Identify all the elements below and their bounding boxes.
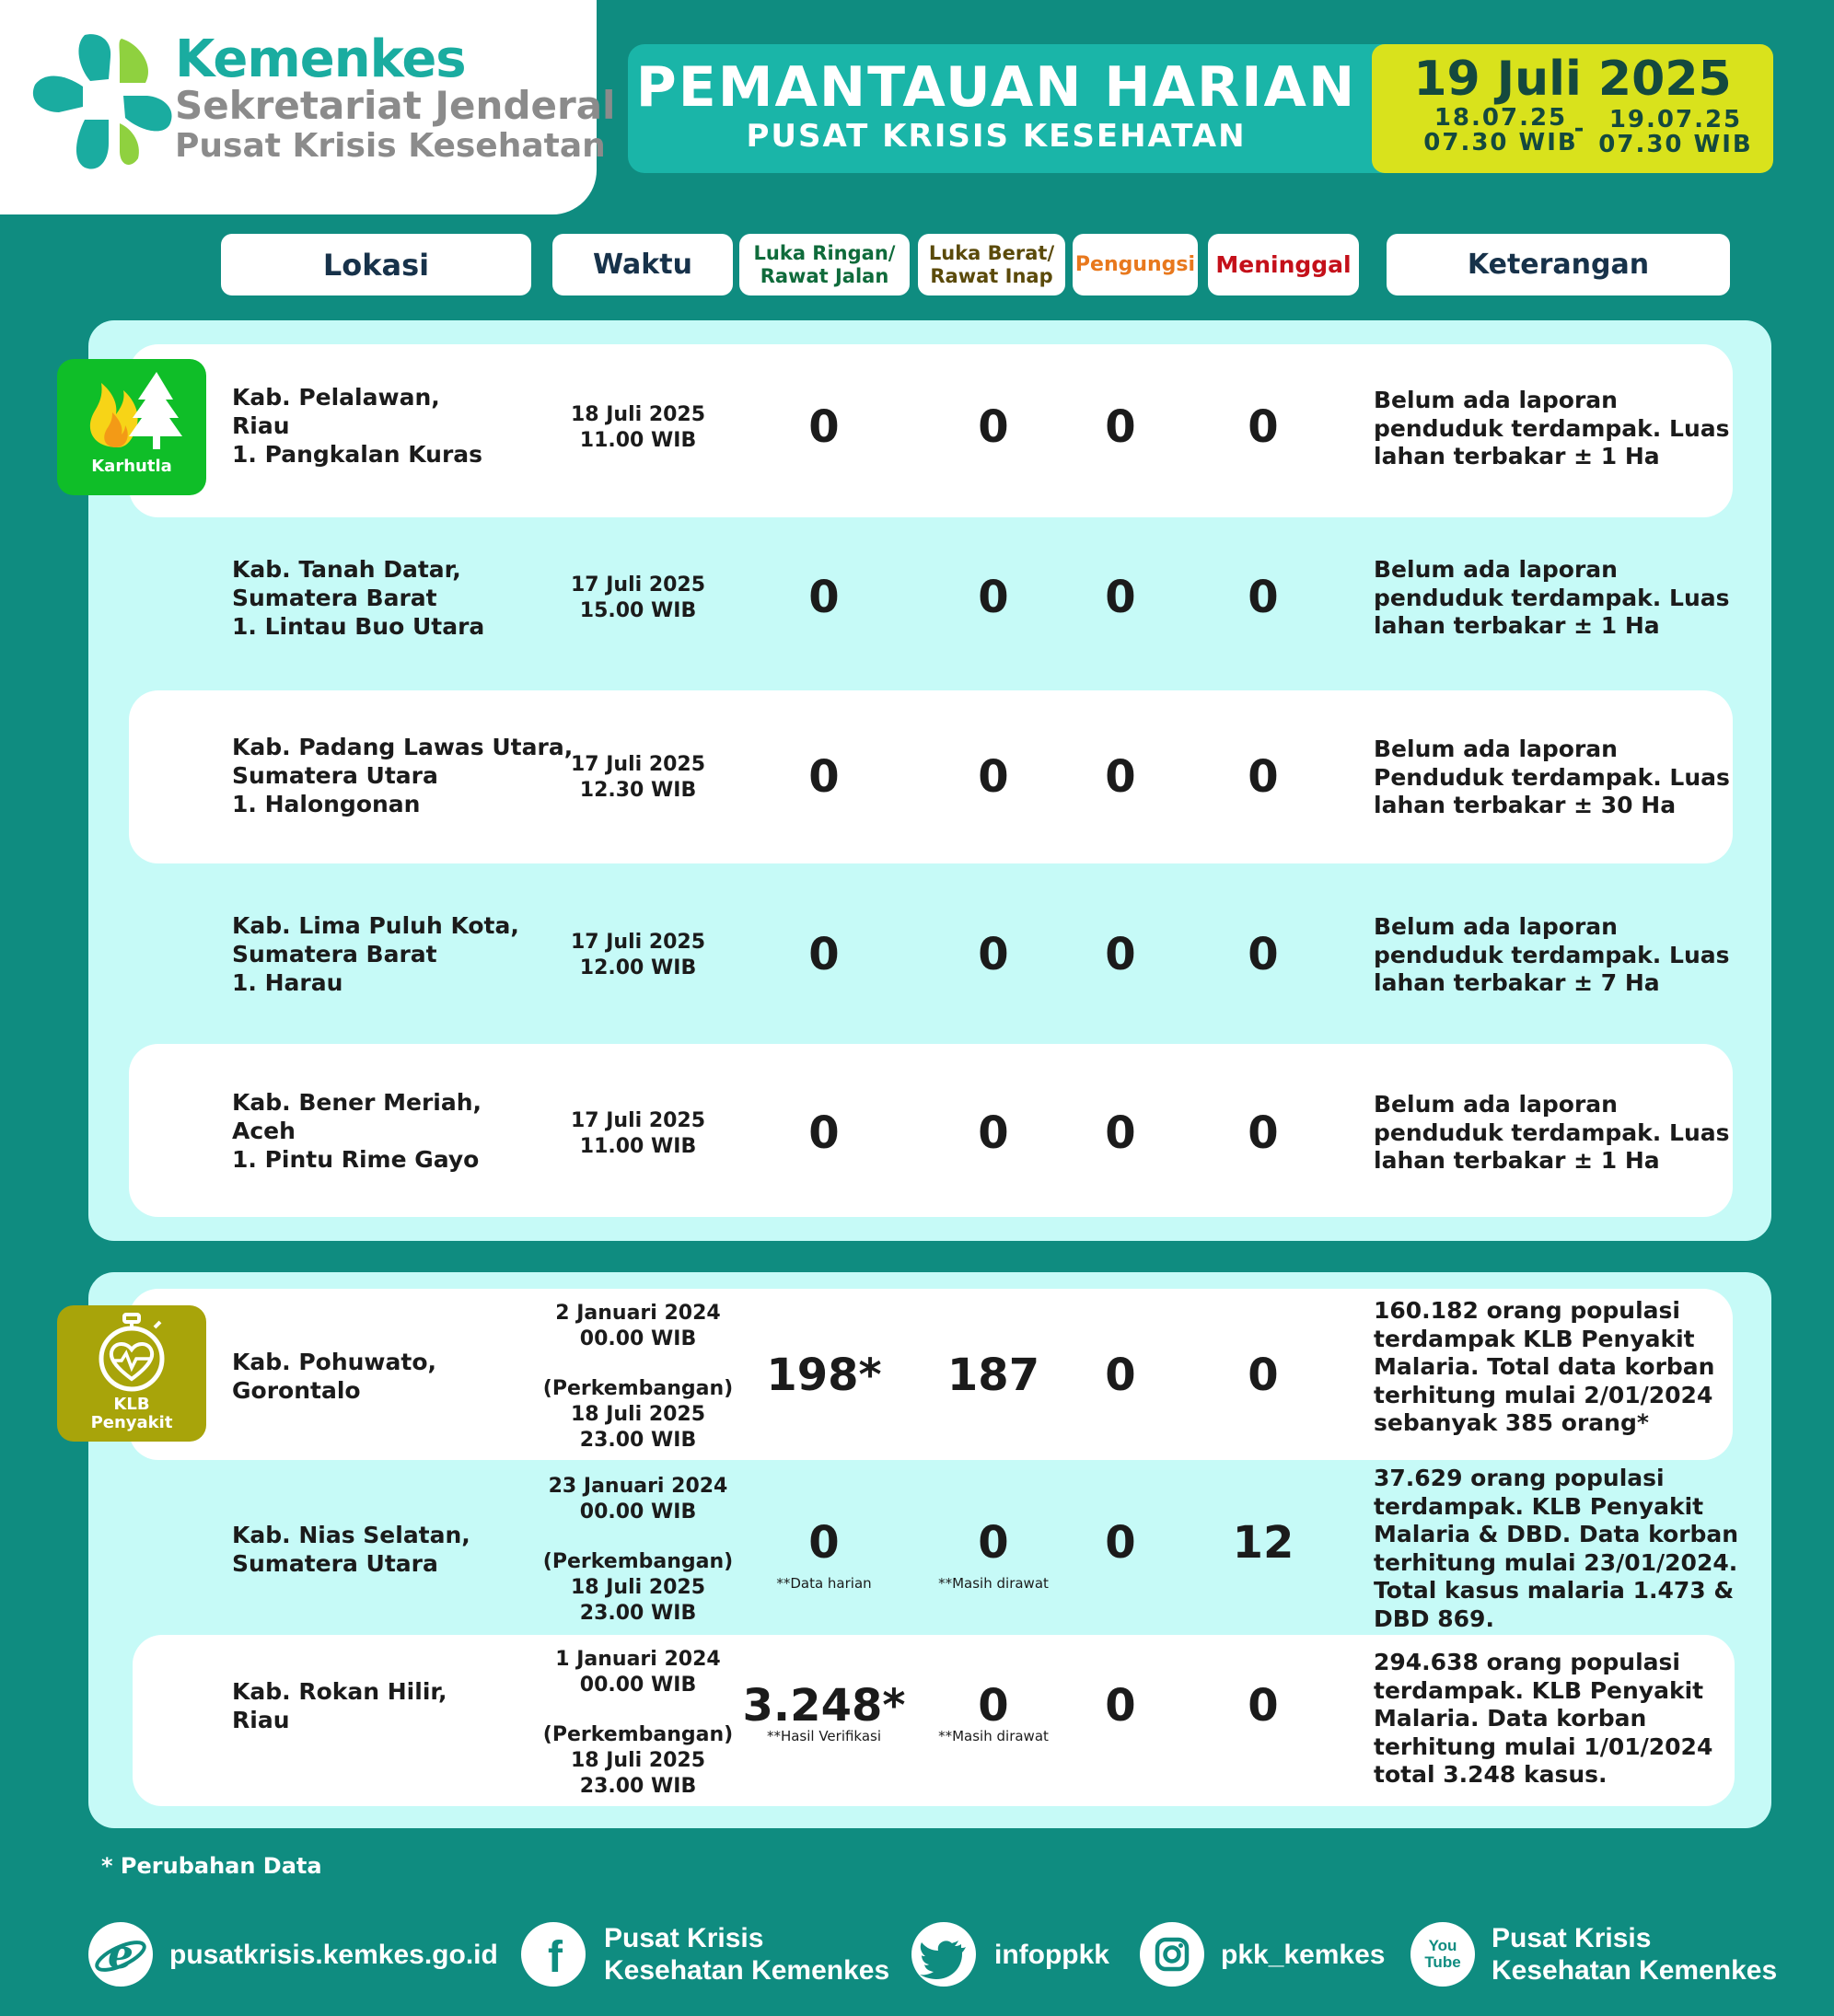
row-7-luka-ringan-note: **Data harian: [776, 1575, 872, 1592]
row-8-luka-ringan-note: **Hasil Verifikasi: [766, 1728, 882, 1744]
waktu-line: 18 Juli 2025: [570, 1576, 706, 1599]
keterangan-line: Penduduk terdampak. Luas: [1374, 763, 1730, 791]
row-3-lokasi: [232, 733, 573, 818]
row-2-lokasi: [232, 555, 484, 641]
row-6-pengungsi: 0: [1105, 1350, 1136, 1401]
forest-fire-icon: [81, 368, 184, 453]
lokasi-line: 1. Pangkalan Kuras: [232, 441, 483, 468]
waktu-line: 00.00 WIB: [579, 1674, 697, 1697]
column-header-luka-berat: [918, 234, 1065, 295]
keterangan-line: Belum ada laporan: [1374, 913, 1618, 940]
lokasi-line: Sumatera Utara: [232, 1550, 438, 1577]
row-1-lokasi: [232, 383, 482, 469]
row-4-lokasi: [232, 911, 519, 997]
keterangan-line: lahan terbakar ± 7 Ha: [1374, 969, 1660, 996]
keterangan-line: 160.182 orang populasi: [1374, 1297, 1680, 1324]
row-5-luka-ringan: 0: [808, 1107, 840, 1159]
instagram-handle[interactable]: pkk_kemkes: [1221, 1940, 1386, 1970]
row-5-luka-berat: 0: [978, 1107, 1009, 1159]
lokasi-line: 1. Pintu Rime Gayo: [232, 1146, 480, 1173]
waktu-line: 12.00 WIB: [579, 956, 697, 979]
camera-icon: [1140, 1922, 1204, 1987]
row-1-luka-ringan: 0: [808, 401, 840, 453]
row-2-luka-ringan: 0: [808, 572, 840, 623]
keterangan-line: penduduk terdampak. Luas: [1374, 1118, 1730, 1146]
row-5-lokasi: [232, 1088, 482, 1174]
column-header-waktu: Waktu: [552, 234, 733, 295]
column-header-pengungsi: Pengungsi: [1073, 234, 1198, 295]
row-8-waktu: [537, 1647, 739, 1800]
page-title: PEMANTAUAN HARIAN: [635, 55, 1357, 120]
lokasi-line: Kab. Pohuwato,: [232, 1349, 437, 1375]
lokasi-line: Kab. Nias Selatan,: [232, 1522, 470, 1548]
row-8-keterangan: [1374, 1649, 1712, 1790]
row-7-meninggal: 12: [1232, 1517, 1294, 1569]
row-8-lokasi: [232, 1677, 447, 1734]
row-4-waktu: [546, 930, 730, 981]
row-8-meninggal: 0: [1248, 1680, 1279, 1732]
row-7-pengungsi: 0: [1105, 1517, 1136, 1569]
keterangan-line: 294.638 orang populasi: [1374, 1649, 1680, 1675]
waktu-line: 17 Juli 2025: [570, 753, 706, 776]
row-2-waktu: [546, 573, 730, 624]
lokasi-line: 1. Halongonan: [232, 791, 421, 817]
row-5-keterangan: [1374, 1091, 1730, 1176]
category-label-line: KLB: [113, 1395, 150, 1414]
row-5-pengungsi: 0: [1105, 1107, 1136, 1159]
row-3-keterangan: [1374, 736, 1730, 820]
keterangan-line: terdampak KLB Penyakit: [1374, 1325, 1695, 1352]
row-2-meninggal: 0: [1248, 572, 1279, 623]
range-end-time: 07.30 WIB: [1598, 131, 1753, 158]
row-7-luka-ringan: 0: [808, 1517, 840, 1569]
waktu-line: 17 Juli 2025: [570, 931, 706, 954]
svg-text:f: f: [548, 1933, 563, 1982]
keterangan-line: lahan terbakar ± 1 Ha: [1374, 1147, 1660, 1174]
row-8-luka-ringan: 3.248*: [742, 1680, 906, 1732]
waktu-line: 15.00 WIB: [579, 599, 697, 622]
waktu-line: 23 Januari 2024: [548, 1475, 728, 1498]
waktu-line: 17 Juli 2025: [570, 1109, 706, 1132]
keterangan-line: terdampak. KLB Penyakit: [1374, 1676, 1704, 1704]
row-4-pengungsi: 0: [1105, 929, 1136, 980]
waktu-line: (Perkembangan): [542, 1723, 734, 1746]
footnote: * Perubahan Data: [101, 1853, 322, 1879]
instagram-icon[interactable]: [1140, 1922, 1204, 1987]
lokasi-line: Kab. Rokan Hilir,: [232, 1678, 447, 1705]
row-1-pengungsi: 0: [1105, 401, 1136, 453]
page-subtitle: PUSAT KRISIS KESEHATAN: [746, 118, 1247, 155]
keterangan-line: penduduk terdampak. Luas: [1374, 941, 1730, 968]
category-badge-karhutla: [57, 359, 206, 495]
waktu-line: 2 Januari 2024: [555, 1302, 721, 1325]
waktu-line: 12.30 WIB: [579, 779, 697, 802]
svg-text:e: e: [108, 1931, 133, 1978]
column-header-luka-ringan-line1: Luka Ringan/: [753, 241, 896, 264]
keterangan-line: Malaria & DBD. Data korban: [1374, 1521, 1739, 1547]
waktu-line: 18 Juli 2025: [570, 1403, 706, 1426]
row-6-waktu: [537, 1301, 739, 1454]
row-4-meninggal: 0: [1248, 929, 1279, 980]
range-start: [1409, 106, 1593, 156]
youtube-logo-line: Tube: [1424, 1953, 1461, 1971]
youtube-line: Kesehatan Kemenkes: [1492, 1955, 1778, 1986]
lokasi-line: Gorontalo: [232, 1377, 361, 1404]
youtube-logo-text: [1410, 1938, 1475, 1971]
waktu-line: (Perkembangan): [542, 1550, 734, 1573]
row-6-luka-ringan: 198*: [766, 1350, 882, 1401]
column-header-luka-berat-line2: Rawat Inap: [930, 264, 1053, 287]
keterangan-line: Belum ada laporan: [1374, 1091, 1618, 1118]
stopwatch-heart-icon: [94, 1313, 169, 1392]
keterangan-line: lahan terbakar ± 1 Ha: [1374, 443, 1660, 469]
waktu-line: 17 Juli 2025: [570, 574, 706, 597]
row-2-luka-berat: 0: [978, 572, 1009, 623]
row-3-luka-ringan: 0: [808, 751, 840, 803]
org-name-line1: Sekretariat Jenderal: [175, 83, 616, 128]
row-4-keterangan: [1374, 913, 1730, 998]
column-header-meninggal: Meninggal: [1208, 234, 1359, 295]
org-name-line2: Pusat Krisis Kesehatan: [175, 127, 606, 165]
row-1-waktu: [546, 402, 730, 454]
row-1-meninggal: 0: [1248, 401, 1279, 453]
facebook-link[interactable]: [604, 1922, 889, 1987]
keterangan-line: Belum ada laporan: [1374, 736, 1618, 762]
keterangan-line: Belum ada laporan: [1374, 556, 1618, 583]
range-start-date: 18.07.25: [1434, 104, 1568, 132]
keterangan-line: sebanyak 385 orang*: [1374, 1409, 1649, 1436]
lokasi-line: 1. Harau: [232, 969, 343, 996]
keterangan-line: Malaria. Total data korban: [1374, 1353, 1715, 1380]
youtube-link[interactable]: [1492, 1922, 1777, 1987]
facebook-line: Pusat Krisis: [604, 1923, 764, 1953]
row-3-meninggal: 0: [1248, 751, 1279, 803]
lokasi-line: Sumatera Barat: [232, 585, 437, 611]
row-3-pengungsi: 0: [1105, 751, 1136, 803]
waktu-line: 23.00 WIB: [579, 1602, 697, 1625]
row-7-luka-berat-note: **Masih dirawat: [938, 1575, 1049, 1592]
row-1-luka-berat: 0: [978, 401, 1009, 453]
waktu-line: 00.00 WIB: [579, 1500, 697, 1524]
row-3-waktu: [546, 752, 730, 804]
waktu-line: 18 Juli 2025: [570, 403, 706, 426]
category-label-klb: [57, 1396, 206, 1432]
row-8-pengungsi: 0: [1105, 1680, 1136, 1732]
keterangan-line: total 3.248 kasus.: [1374, 1761, 1608, 1788]
keterangan-line: 37.629 orang populasi: [1374, 1465, 1665, 1491]
keterangan-line: terhitung mulai 23/01/2024.: [1374, 1548, 1738, 1576]
waktu-line: 18 Juli 2025: [570, 1749, 706, 1772]
website-link[interactable]: pusatkrisis.kemkes.go.id: [169, 1940, 498, 1970]
lokasi-line: Kab. Bener Meriah,: [232, 1089, 482, 1116]
lokasi-line: Sumatera Utara: [232, 762, 438, 789]
youtube-icon[interactable]: [1410, 1922, 1475, 1987]
lokasi-line: Kab. Pelalawan,: [232, 384, 440, 411]
lokasi-line: Sumatera Barat: [232, 941, 437, 967]
keterangan-line: terhitung mulai 1/01/2024: [1374, 1732, 1713, 1760]
row-8-luka-berat: 0: [978, 1680, 1009, 1732]
row-6-lokasi: [232, 1348, 436, 1405]
keterangan-line: lahan terbakar ± 30 Ha: [1374, 792, 1677, 818]
row-5-meninggal: 0: [1248, 1107, 1279, 1159]
lokasi-line: 1. Lintau Buo Utara: [232, 613, 485, 640]
row-6-luka-berat: 187: [946, 1350, 1040, 1401]
keterangan-line: penduduk terdampak. Luas: [1374, 414, 1730, 442]
keterangan-line: penduduk terdampak. Luas: [1374, 584, 1730, 611]
keterangan-line: Total kasus malaria 1.473 &: [1374, 1577, 1735, 1604]
youtube-line: Pusat Krisis: [1492, 1923, 1652, 1953]
range-start-time: 07.30 WIB: [1423, 129, 1578, 156]
lokasi-line: Kab. Padang Lawas Utara,: [232, 734, 574, 760]
facebook-icon[interactable]: [521, 1922, 586, 1987]
column-header-luka-ringan-line2: Rawat Jalan: [760, 264, 889, 287]
website-icon[interactable]: [88, 1922, 153, 1987]
lokasi-line: Riau: [232, 412, 290, 439]
row-2-keterangan: [1374, 556, 1730, 641]
brand-name: Kemenkes: [175, 29, 466, 89]
twitter-handle[interactable]: infoppkk: [994, 1940, 1109, 1970]
kemenkes-logo-icon: [31, 31, 179, 173]
keterangan-line: lahan terbakar ± 1 Ha: [1374, 612, 1660, 639]
row-5-waktu: [546, 1108, 730, 1160]
range-end: [1588, 108, 1763, 157]
row-7-keterangan: [1374, 1465, 1738, 1633]
range-end-date: 19.07.25: [1608, 106, 1743, 133]
keterangan-line: DBD 869.: [1374, 1605, 1494, 1632]
row-6-keterangan: [1374, 1297, 1714, 1438]
row-7-luka-berat: 0: [978, 1517, 1009, 1569]
row-4-luka-berat: 0: [978, 929, 1009, 980]
keterangan-line: Belum ada laporan: [1374, 387, 1618, 413]
waktu-line: 23.00 WIB: [579, 1775, 697, 1798]
waktu-line: 23.00 WIB: [579, 1429, 697, 1452]
keterangan-line: terdampak. KLB Penyakit: [1374, 1492, 1704, 1520]
category-badge-klb: [57, 1305, 206, 1442]
lokasi-line: Riau: [232, 1707, 290, 1733]
waktu-line: 00.00 WIB: [579, 1327, 697, 1350]
column-header-luka-berat-line1: Luka Berat/: [928, 241, 1055, 264]
waktu-line: 11.00 WIB: [579, 429, 697, 452]
range-separator: -: [1573, 115, 1584, 143]
row-7-lokasi: [232, 1521, 470, 1578]
lokasi-line: Kab. Lima Puluh Kota,: [232, 912, 519, 939]
waktu-line: 1 Januari 2024: [555, 1648, 721, 1671]
globe-e-icon: [88, 1922, 153, 1987]
column-header-luka-ringan: [739, 234, 910, 295]
row-8-luka-berat-note: **Masih dirawat: [938, 1728, 1049, 1744]
row-1-keterangan: [1374, 387, 1730, 471]
lokasi-line: Kab. Tanah Datar,: [232, 556, 461, 583]
row-4-luka-ringan: 0: [808, 929, 840, 980]
column-header-keterangan: Keterangan: [1387, 234, 1730, 295]
report-date: 19 Juli 2025: [1413, 52, 1732, 107]
bird-icon: [911, 1922, 976, 1987]
twitter-icon[interactable]: [911, 1922, 976, 1987]
row-3-luka-berat: 0: [978, 751, 1009, 803]
youtube-logo-line: You: [1428, 1937, 1457, 1954]
keterangan-line: Malaria. Data korban: [1374, 1705, 1647, 1732]
row-7-waktu: [537, 1474, 739, 1627]
lokasi-line: Aceh: [232, 1118, 296, 1144]
waktu-line: 11.00 WIB: [579, 1135, 697, 1158]
facebook-line: Kesehatan Kemenkes: [604, 1955, 890, 1986]
row-2-pengungsi: 0: [1105, 572, 1136, 623]
waktu-line: (Perkembangan): [542, 1377, 734, 1400]
column-header-lokasi: Lokasi: [221, 234, 531, 295]
facebook-f-icon: [521, 1922, 586, 1987]
category-label-karhutla: Karhutla: [91, 457, 172, 476]
row-6-meninggal: 0: [1248, 1350, 1279, 1401]
category-label-line: Penyakit: [90, 1413, 173, 1432]
keterangan-line: terhitung mulai 2/01/2024: [1374, 1381, 1713, 1408]
